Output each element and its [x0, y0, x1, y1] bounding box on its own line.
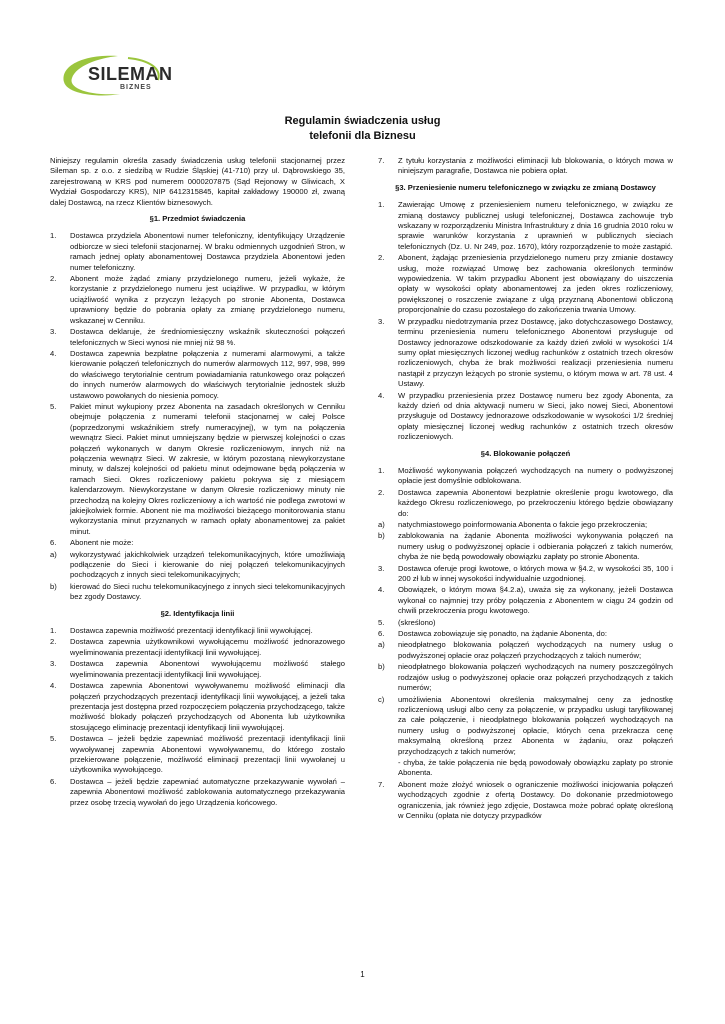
list-item [378, 618, 673, 628]
list-item-number: 6. [50, 538, 57, 548]
list-item [50, 637, 345, 658]
section-heading-2: §2. Identyfikacja linii [160, 608, 235, 618]
list-item [378, 488, 673, 519]
list-item [378, 780, 673, 822]
list-item [50, 582, 345, 603]
list-item-number: 5. [378, 617, 385, 627]
list-item-text: Dostawca – jeżeli będzie zapewniać możliwość prezentacji identyfikacji linii wywoływanej zapewnia Abonentowi wywoływanemu, do którego zostało przekierowane połączenie, możliwość eliminacji prezentacji linii wywołanej u użytkownika wywołującego. [70, 734, 345, 775]
list-item-number: 3. [50, 659, 57, 669]
title-line-1: Regulamin świadczenia usług [284, 115, 441, 127]
list-item [50, 777, 345, 808]
list-item [50, 734, 345, 776]
list-item [50, 274, 345, 326]
logo-name: SILEMAN [88, 64, 173, 84]
section-heading-1: §1. Przedmiot świadczenia [149, 214, 246, 224]
list-item-text: wykorzystywać jakichkolwiek urządzeń telekomunikacyjnych, które umożliwiają podłączenie do Sieci i kierowanie do niej połączeń telekomunikacyjnych pochodzących z innych sieci telekomunikacyjnych; [70, 549, 345, 580]
list-item [378, 629, 673, 639]
section-3-list [378, 200, 673, 442]
list-item-number: 1. [378, 465, 385, 475]
list-item [378, 531, 673, 562]
list-item-number: b) [50, 581, 57, 591]
list-item-text: Dostawca oferuje progi kwotowe, o których mowa w §4.2, w wysokości 35, 100 i 200 zł lub w innej wysokości indywidualnie uzgodnionej. [398, 563, 673, 584]
section-2-list [50, 626, 345, 808]
intro-paragraph: Niniejszy regulamin określa zasady świadczenia usług telefonii stacjonarnej przez Sileman sp. z o.o. z siedzibą w Rudzie Śląskiej (41-710) przy ul. Dąbrowskiego 35, zarejestrowaną w KRS pod numerem 0000207875 (Sąd Rejonowy w Gliwicach, X Wydział Gospodarczy KRS), NIP 6412315845, kapitał zakładowy 190000 zł, zwaną dalej Dostawcą, na rzecz Klientów biznesowych. [50, 156, 345, 207]
list-item-number: 2. [50, 637, 57, 647]
list-item-text: Abonent, żądając przeniesienia przydzielonego numeru przy zmianie dostawcy usług, może rozwiązać Umowę bez zachowania określonych terminów wypowiedzenia. W takim przypadku Abonent jest obowiązany do uiszczenia opłaty w wysokości opłaty abonamentowej za jeden okres rozliczeniowy, powiększonej o roszczenie związane z ulgą przyznaną Abonentowi obliczoną proporcjonalnie do czasu pozostałego do zakończenia trwania Umowy. [398, 253, 673, 315]
list-item-number: 5. [50, 734, 57, 744]
list-item-number: 3. [378, 563, 385, 573]
section-heading-3: §3. Przeniesienie numeru telefonicznego w związku ze zmianą Dostawcy [395, 182, 656, 192]
list-item-number: 2. [378, 253, 385, 263]
list-item-text: Pakiet minut wykupiony przez Abonenta na zasadach określonych w Cenniku obejmuje połączenia z numerami telefonii stacjonarnej w całej Polsce (poprzedzonymi wskaźnikiem strefy numeracyjnej), w tym na połączenia wewnątrz Sieci. Pakiet minut umniejszany będzie w pierwszej kolejności o czas połączeń wykonanych w danym Okresie rozliczeniowym, innych niż na połączenia wewnątrz Sieci. W zakresie, w którym pozostaną niewykorzystane minuty, w dalszej kolejności od pakietu minut odejmowane będą połączenia w ramach Sieci. Okres rozliczeniowy pakietu pokrywa się z miesiącem kalendarzowym. Niewykorzystane w danym Okresie rozliczeniowy minuty nie przechodzą na kolejny Okres rozliczeniowy a ich wartość nie podlega zwrotowi w jakiejkolwiek formie. Abonent nie ma możliwości bieżącego monitorowania stanu wykorzystania minut przyznanych w ramach opłaty abonamentowej za pakiet minut. [70, 401, 345, 536]
list-item [50, 349, 345, 401]
list-item-text: (skreślono) [398, 617, 436, 627]
list-item-number: 1. [378, 200, 385, 210]
section-2-continued-list [378, 156, 673, 177]
list-item-number: 5. [50, 401, 57, 411]
list-item [50, 402, 345, 537]
list-item [378, 695, 673, 757]
list-item-text: nieodpłatnego blokowania połączeń wychodzących na numery poszczególnych rodzajów usług o podwyższonej opłacie oraz połączeń przychodzących z takich numerów; [398, 662, 673, 693]
list-item-text: natychmiastowego poinformowania Abonenta o fakcie jego przekroczenia; [398, 520, 648, 529]
list-item-text: Dostawca zapewnia użytkownikowi wywołującemu możliwość jednorazowego wyeliminowania prezentacji identyfikacji linii wywołującej. [70, 637, 345, 657]
list-item [50, 538, 345, 548]
list-item-number: 6. [50, 776, 57, 786]
list-item-number: 2. [50, 274, 57, 284]
list-item [50, 659, 345, 680]
list-item [50, 550, 345, 581]
list-item [50, 681, 345, 733]
list-item-number: 1. [50, 626, 57, 636]
list-item-number: 1. [50, 231, 57, 241]
list-item-number: 3. [378, 316, 385, 326]
list-item-text: Z tytułu korzystania z możliwości eliminacji lub blokowania, o których mowa w niniejszym paragrafie, Dostawca nie pobiera opłat. [398, 156, 673, 176]
list-item [50, 626, 345, 636]
list-item-number: 2. [378, 487, 385, 497]
logo-subtitle: BIZNES [120, 84, 152, 91]
list-item-text: Abonent może złożyć wniosek o ograniczenie możliwości inicjowania połączeń wychodzących zgodnie z ofertą Dostawcy. Do dokonanie przedmiotowego ograniczenia, jak również jego zdjęcie, Dostawca może pobrać opłatę określoną w Cenniku (opłata nie dotyczy przypadków [398, 779, 673, 820]
list-item-text: Abonent może żądać zmiany przydzielonego numeru, jeżeli wykaże, że korzystanie z przydzielonego numeru jest uciążliwe. W przypadku, w którym uciążliwość wynika z przyczyn leżących po stronie Abonenta, Dostawca uprawniony będzie do pobrania opłaty za zmianę przydzielonego numeru, wskazanej w Cenniku. [70, 274, 345, 325]
section-1-list [50, 231, 345, 602]
list-item-number: 4. [378, 585, 385, 595]
list-item-number: a) [378, 640, 385, 650]
list-item-number: a) [50, 549, 57, 559]
list-item-text: Możliwość wykonywania połączeń wychodzących na numery o podwyższonej opłacie jest domyślnie odblokowana. [398, 465, 673, 486]
list-item-text: Dostawca zapewnia możliwość prezentacji identyfikacji linii wywołującej. [70, 626, 313, 636]
list-item-number: b) [378, 662, 385, 672]
right-column [378, 156, 673, 822]
list-item [378, 564, 673, 585]
list-item-number: c) [378, 694, 385, 704]
list-item-text: - chyba, że takie połączenia nie będą powodowały obowiązku zapłaty po stronie Abonenta. [398, 757, 673, 778]
list-item-text: Dostawca przydziela Abonentowi numer telefoniczny, identyfikujący Urządzenie odbiorcze w sieci telefonii stacjonarnej. W braku odmiennych uzgodnień Stron, w ramach jednej opłaty abonamentowej Dostawca przydziela Abonentowi jeden numer telefoniczny. [70, 231, 345, 272]
list-item-number: 4. [50, 681, 57, 691]
list-item-text: kierować do Sieci ruchu telekomunikacyjnego z innych sieci telekomunikacyjnych bez zgody Dostawcy. [70, 581, 345, 602]
list-item-text: Dostawca zapewnia Abonentowi wywoływanemu możliwość eliminacji dla połączeń przychodzących prezentacji identyfikacji linii wywołującej, a jeżeli taka prezentacja jest dostępna przed rozpoczęciem połączenia przychodzącego, także możliwość blokady połączeń przychodzących od Abonenta lub użytkownika stosującego eliminację prezentacji identyfikacji linii wywołującej. [70, 681, 345, 732]
section-4-list [378, 466, 673, 821]
list-item-text: W przypadku niedotrzymania przez Dostawcę, jako dotychczasowego Dostawcy, terminu przeniesienia numeru telefonicznego Abonentowi przysługuje od Dostawcy jednorazowe odszkodowanie za każdy dzień zwłoki w wysokości 1/4 sumy opłat miesięcznych liczonej według rachunków z ostatnich trzech okresów rozliczeniowych, chyba że brak możliwości realizacji przeniesienia numeru nastąpił z przyczyn leżących po stronie systemu, o którym mowa w art. 78 ust. 4 Ustawy. [398, 316, 673, 389]
list-item-text: Dostawca zapewnia Abonentowi bezpłatnie określenie progu kwotowego, dla każdego Okresu rozliczeniowego, po przekroczeniu którego będzie obowiązany do: [398, 487, 673, 518]
list-item [378, 317, 673, 390]
list-item [378, 662, 673, 693]
list-item-number: 7. [378, 156, 385, 165]
list-item-number: 6. [378, 629, 385, 639]
left-column [50, 156, 345, 809]
page-number: 1 [360, 970, 365, 979]
list-item-text: Dostawca zapewnia bezpłatne połączenia z numerami alarmowymi, a także kierowanie połączeń telefonicznych do numerów alarmowych 112, 997, 998, 999 do właściwego terytorialnie centrum powiadamiania ratunkowego oraz połączeń do innych numerów alarmowych do właściwych terytorialnie jednostek służb ustawowo powołanych do niesienia pomocy. [70, 348, 345, 400]
list-item [50, 327, 345, 348]
list-item [378, 520, 673, 530]
list-item [50, 231, 345, 273]
list-item-text: Dostawca – jeżeli będzie zapewniać automatyczne przekazywanie wywołań – zapewnia Abonentowi możliwość zablokowania automatycznego przekazywania przez osobę trzecią wywołań do jego Urządzenia końcowego. [70, 776, 345, 807]
document-title [0, 114, 725, 144]
list-item-number [378, 758, 398, 779]
list-item-number: 4. [50, 348, 57, 358]
section-heading-4: §4. Blokowanie połączeń [480, 448, 571, 458]
list-item-text: nieodpłatnego blokowania połączeń wychodzących na numery usług o podwyższonej opłacie oraz połączeń przychodzących z takich numerów; [398, 640, 673, 660]
list-item [378, 640, 673, 661]
list-item-text: Abonent nie może: [70, 538, 134, 548]
list-item [378, 156, 673, 177]
list-item-text: Dostawca zapewnia Abonentowi wywołującemu możliwość stałego wyeliminowania prezentacji identyfikacji linii wywołującej. [70, 659, 345, 679]
list-item-text: Zawierając Umowę z przeniesieniem numeru telefonicznego, w związku ze zmianą dostawcy publicznej usługi telefonicznej, Dostawca zachowuje tryb wskazany w rozporządzeniu Ministra Infrastruktury z dnia 16 grudnia 2010 roku w sprawie warunków korzystania z uprawnień w publicznych sieciach telefonicznych (Dz. U. Nr 249, poz. 1670), który rozporządzenie to może zastąpić. [398, 200, 673, 251]
list-item [378, 466, 673, 487]
list-item-text: zablokowania na żądanie Abonenta możliwości wykonywania połączeń na numery usług o podwyższonej opłacie i odbierania połączeń z takich numerów, chyba że nie będą powodowały obowiązku zapłaty po stronie Abonenta. [398, 531, 673, 562]
sileman-logo [58, 52, 178, 100]
list-item-text: Dostawca zobowiązuje się ponadto, na żądanie Abonenta, do: [398, 629, 607, 639]
list-item [378, 253, 673, 315]
list-item-text: Dostawca deklaruje, że średniomiesięczny wskaźnik skuteczności połączeń telefonicznych w Sieci wynosi nie mniej niż 98 %. [70, 327, 345, 347]
list-item-number: 4. [378, 390, 385, 400]
list-item-number: 7. [378, 779, 385, 789]
list-item-number: b) [378, 531, 385, 541]
list-item-text: umożliwienia Abonentowi określenia maksymalnej ceny za jednostkę rozliczeniową usługi albo ceny za połączenie, w przypadku usługi taryfikowanej za całe połączenie, i nieodpłatnego blokowania połączeń wychodzących na numery usług o podwyższonej opłacie, których cena przekracza cenę maksymalną określoną przez Abonenta w żądaniu, oraz połączeń przychodzących z takich numerów; [398, 694, 673, 756]
title-line-2: telefonii dla Biznesu [309, 130, 416, 142]
list-item-text: W przypadku przeniesienia przez Dostawcę numeru bez zgody Abonenta, za każdy dzień od dnia aktywacji numeru w Sieci, jako nowej Sieci, Abonentowi przysługuje od Dostawcy jednorazowe odszkodowanie w wysokości 1/2 średniej opłaty miesięcznej liczonej według rachunków z ostatnich trzech okresów rozliczeniowych. [398, 390, 673, 442]
list-item [378, 585, 673, 616]
list-item [378, 758, 673, 779]
list-item-number: a) [378, 520, 385, 529]
list-item-number: 3. [50, 327, 57, 337]
list-item-text: Obowiązek, o którym mowa §4.2.a), uważa się za wykonany, jeżeli Dostawca wykonał co najmniej trzy próby połączenia z Abonentem w ciągu 24 godzin od chwili przekroczenia progu kwotowego. [398, 585, 673, 616]
list-item [378, 200, 673, 252]
list-item [378, 391, 673, 443]
